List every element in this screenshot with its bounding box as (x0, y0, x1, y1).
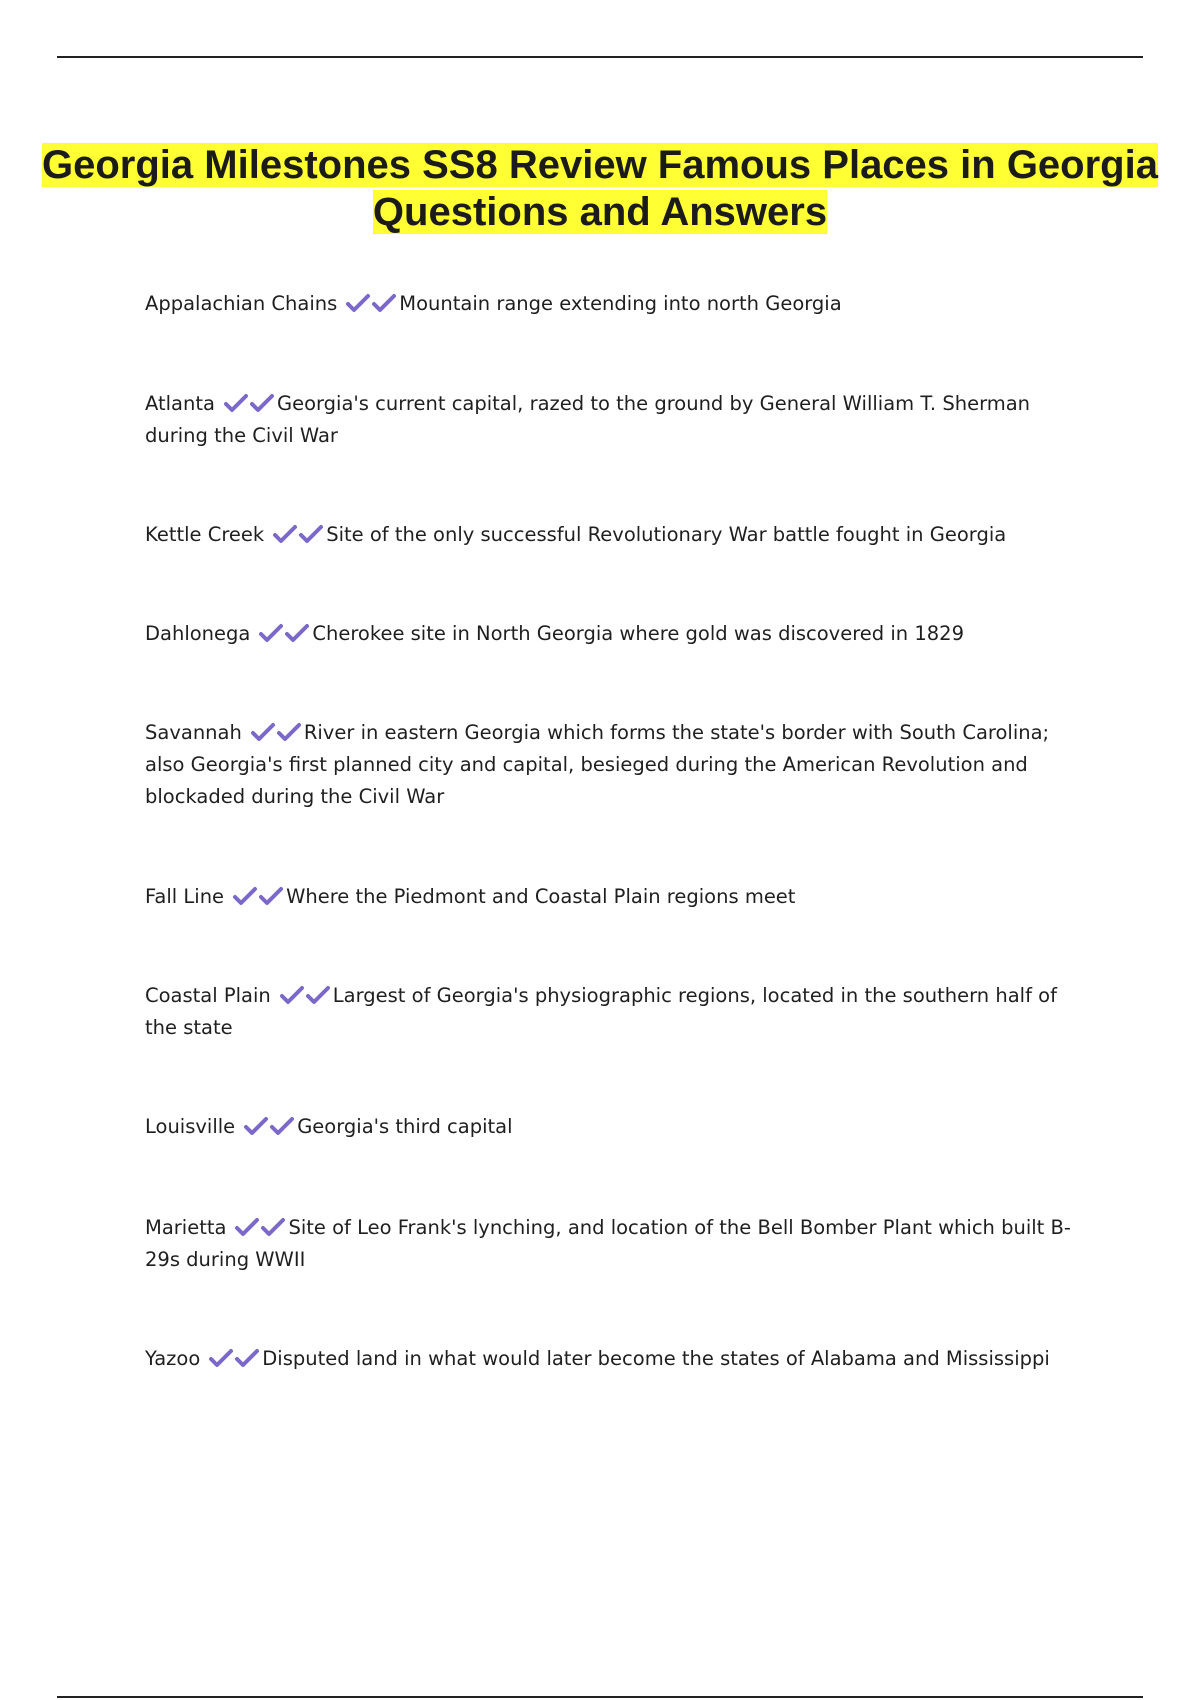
qa-answer: Site of the only successful Revolutionary War battle fought in Georgia (326, 523, 1007, 546)
check-pair (208, 1347, 260, 1370)
qa-term: Savannah (145, 721, 242, 744)
check-mark-icon (284, 623, 310, 643)
check-pair (345, 292, 397, 315)
qa-term: Fall Line (145, 885, 225, 908)
qa-item (145, 881, 1090, 913)
check-mark-icon (276, 722, 302, 742)
check-mark-icon (345, 293, 371, 313)
page-title: Georgia Milestones SS8 Review Famous Places in Georgia Questions and Answers (42, 143, 1158, 234)
qa-term: Louisville (145, 1115, 236, 1138)
qa-term: Kettle Creek (145, 523, 265, 546)
check-mark-icon (234, 1217, 260, 1237)
qa-answer: Largest of Georgia's physiographic regions, located in the southern half of the state (145, 984, 1057, 1039)
check-mark-icon (232, 886, 258, 906)
qa-term: Coastal Plain (145, 984, 271, 1007)
qa-answer: Where the Piedmont and Coastal Plain regions meet (286, 885, 796, 908)
qa-term: Appalachian Chains (145, 292, 338, 315)
check-pair (243, 1115, 295, 1138)
check-mark-icon (305, 985, 331, 1005)
check-mark-icon (371, 293, 397, 313)
check-mark-icon (234, 1348, 260, 1368)
check-mark-icon (250, 722, 276, 742)
qa-term: Atlanta (145, 392, 215, 415)
check-mark-icon (208, 1348, 234, 1368)
qa-item (145, 1111, 1090, 1143)
qa-item (145, 1343, 1090, 1375)
qa-term: Marietta (145, 1216, 227, 1239)
check-mark-icon (298, 524, 324, 544)
qa-answer: River in eastern Georgia which forms the state's border with South Carolina; also Georgia's first planned city and capital, besieged during the American Revolution and blockaded during the Civil War (145, 721, 1050, 808)
check-mark-icon (260, 1217, 286, 1237)
qa-item (145, 519, 1090, 551)
check-mark-icon (269, 1116, 295, 1136)
check-pair (258, 622, 310, 645)
check-pair (272, 523, 324, 546)
qa-term: Dahlonega (145, 622, 251, 645)
check-mark-icon (258, 886, 284, 906)
check-pair (234, 1216, 286, 1239)
check-pair (232, 885, 284, 908)
qa-item (145, 980, 1090, 1044)
check-mark-icon (223, 393, 249, 413)
qa-answer: Georgia's third capital (297, 1115, 513, 1138)
qa-answer: Mountain range extending into north Georgia (399, 292, 842, 315)
qa-answer: Site of Leo Frank's lynching, and location of the Bell Bomber Plant which built B-29s during WWII (145, 1216, 1071, 1271)
check-mark-icon (249, 393, 275, 413)
qa-item (145, 1212, 1090, 1276)
qa-answer: Georgia's current capital, razed to the ground by General William T. Sherman during the Civil War (145, 392, 1031, 447)
check-pair (223, 392, 275, 415)
bottom-divider (57, 1696, 1143, 1698)
check-mark-icon (279, 985, 305, 1005)
check-pair (250, 721, 302, 744)
qa-answer: Disputed land in what would later become the states of Alabama and Mississippi (262, 1347, 1050, 1370)
check-mark-icon (243, 1116, 269, 1136)
qa-item (145, 618, 1090, 650)
qa-item (145, 288, 1090, 320)
check-mark-icon (258, 623, 284, 643)
qa-item (145, 388, 1090, 452)
qa-item (145, 717, 1090, 813)
qa-answer: Cherokee site in North Georgia where gold was discovered in 1829 (312, 622, 964, 645)
check-pair (279, 984, 331, 1007)
check-mark-icon (272, 524, 298, 544)
qa-term: Yazoo (145, 1347, 201, 1370)
